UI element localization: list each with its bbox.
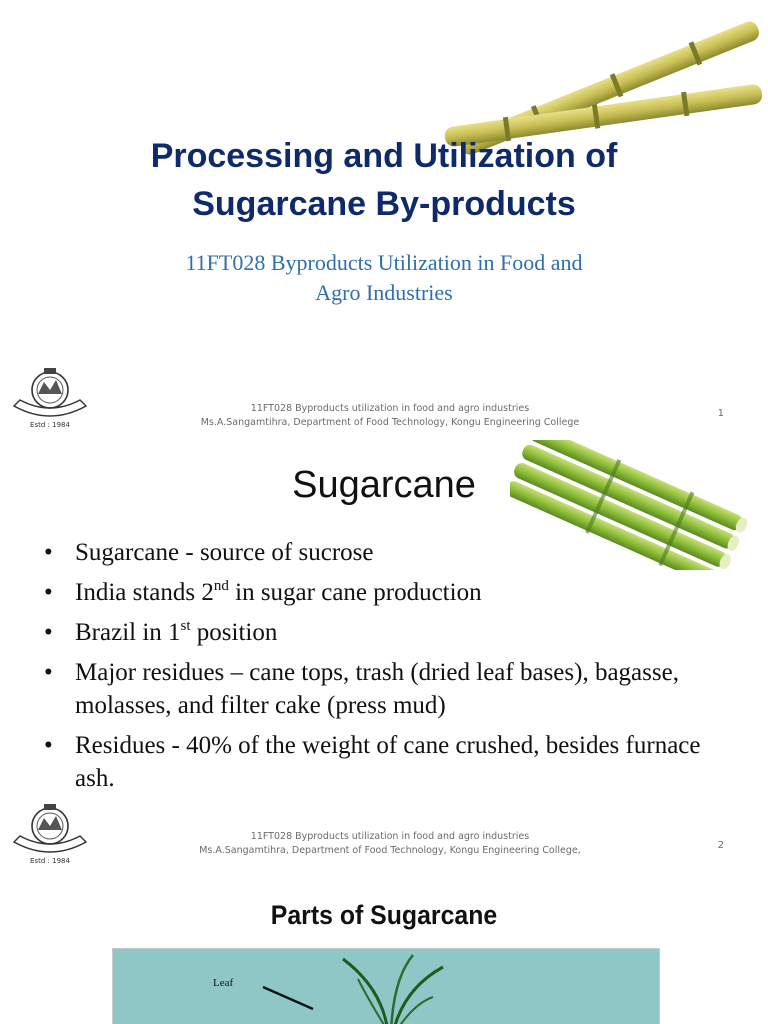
slide-footer: 11FT028 Byproducts utilization in food and agro industries Ms.A.Sangamtihra, Department of Food Technology, Kongu Engineering College xyxy=(200,403,580,428)
bullet-list xyxy=(44,536,744,802)
svg-text:Estd : 1984: Estd : 1984 xyxy=(30,421,70,429)
list-item: • Residues - 40% of the weight of cane crushed, besides furnace ash. xyxy=(44,729,744,795)
list-item: • India stands 2nd in sugar cane production xyxy=(44,576,744,609)
diagram-label-leaf: Leaf xyxy=(213,977,234,989)
slide-footer: 11FT028 Byproducts utilization in food and agro industries Ms.A.Sangamtihra, Department of Food Technology, Kongu Engineering College, xyxy=(199,831,581,856)
svg-text:Estd : 1984: Estd : 1984 xyxy=(30,857,70,865)
list-item: • Major residues – cane tops, trash (dried leaf bases), bagasse, molasses, and filter cake (press mud) xyxy=(44,656,744,722)
college-seal-logo xyxy=(8,366,92,430)
page-number: 2 xyxy=(717,840,724,851)
slide-2 xyxy=(0,440,768,872)
slide-title: Parts of Sugarcane xyxy=(270,900,498,930)
list-item: • Brazil in 1st position xyxy=(44,616,744,649)
slide-3 xyxy=(0,872,768,1024)
sugarcane-parts-diagram xyxy=(112,948,660,1024)
page-number: 1 xyxy=(717,408,724,419)
slide-1 xyxy=(0,0,768,440)
presentation-subtitle: 11FT028 Byproducts Utilization in Food and Agro Industries xyxy=(185,250,583,305)
college-seal-logo xyxy=(8,802,92,866)
leaf-illustration xyxy=(113,949,659,1024)
slide-title: Sugarcane xyxy=(292,464,476,506)
presentation-title: Processing and Utilization of Sugarcane By-products xyxy=(150,137,618,223)
list-item: • Sugarcane - source of sucrose xyxy=(44,536,744,569)
